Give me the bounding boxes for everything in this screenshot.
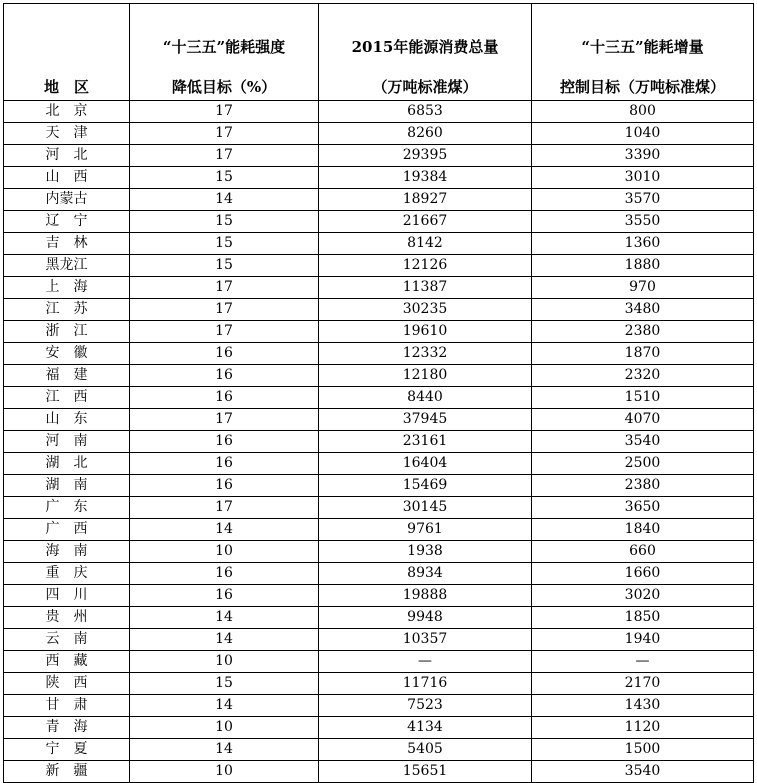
intensity-cell: 15 bbox=[130, 211, 319, 233]
region-cell: 贵 州 bbox=[4, 607, 130, 629]
intensity-cell: 16 bbox=[130, 365, 319, 387]
intensity-cell: 15 bbox=[130, 255, 319, 277]
table-row bbox=[4, 409, 754, 431]
region-cell: 河 北 bbox=[4, 145, 130, 167]
region-cell: 重 庆 bbox=[4, 563, 130, 585]
energy-targets-table bbox=[3, 3, 754, 783]
table-header bbox=[4, 4, 754, 101]
consumption-cell: 29395 bbox=[319, 145, 532, 167]
table-row bbox=[4, 431, 754, 453]
increase-cell: 3480 bbox=[532, 299, 754, 321]
region-cell: 甘 肃 bbox=[4, 695, 130, 717]
consumption-cell: 21667 bbox=[319, 211, 532, 233]
region-cell: 上 海 bbox=[4, 277, 130, 299]
increase-cell: 1850 bbox=[532, 607, 754, 629]
header-intensity-line1: “十三五”能耗强度 bbox=[162, 38, 286, 56]
header-consumption-line2: （万吨标准煤） bbox=[372, 78, 478, 96]
intensity-cell: 17 bbox=[130, 101, 319, 123]
region-cell: 内蒙古 bbox=[4, 189, 130, 211]
region-cell: 新 疆 bbox=[4, 761, 130, 783]
increase-cell: 1660 bbox=[532, 563, 754, 585]
intensity-cell: 14 bbox=[130, 189, 319, 211]
consumption-cell: 12180 bbox=[319, 365, 532, 387]
consumption-cell: 30145 bbox=[319, 497, 532, 519]
table-row bbox=[4, 607, 754, 629]
intensity-cell: 17 bbox=[130, 409, 319, 431]
increase-cell: 2320 bbox=[532, 365, 754, 387]
table-row bbox=[4, 321, 754, 343]
table-row bbox=[4, 739, 754, 761]
table-row bbox=[4, 651, 754, 673]
intensity-cell: 14 bbox=[130, 629, 319, 651]
table-row bbox=[4, 233, 754, 255]
region-cell: 山 东 bbox=[4, 409, 130, 431]
increase-cell: 2380 bbox=[532, 475, 754, 497]
intensity-cell: 14 bbox=[130, 519, 319, 541]
intensity-cell: 15 bbox=[130, 167, 319, 189]
consumption-cell: 9761 bbox=[319, 519, 532, 541]
increase-cell: 4070 bbox=[532, 409, 754, 431]
intensity-cell: 16 bbox=[130, 453, 319, 475]
region-cell: 海 南 bbox=[4, 541, 130, 563]
table-row bbox=[4, 211, 754, 233]
table-row bbox=[4, 343, 754, 365]
table-row bbox=[4, 695, 754, 717]
consumption-cell: 11716 bbox=[319, 673, 532, 695]
consumption-cell: 5405 bbox=[319, 739, 532, 761]
header-region-label: 地 区 bbox=[43, 78, 89, 96]
header-consumption-line1: 2015年能源消费总量 bbox=[351, 38, 499, 56]
intensity-cell: 17 bbox=[130, 145, 319, 167]
table-row bbox=[4, 387, 754, 409]
intensity-cell: 10 bbox=[130, 541, 319, 563]
consumption-cell: 18927 bbox=[319, 189, 532, 211]
region-cell: 陕 西 bbox=[4, 673, 130, 695]
consumption-cell: 15469 bbox=[319, 475, 532, 497]
increase-cell: 3010 bbox=[532, 167, 754, 189]
increase-cell: 1510 bbox=[532, 387, 754, 409]
region-cell: 四 川 bbox=[4, 585, 130, 607]
consumption-cell: 8260 bbox=[319, 123, 532, 145]
region-cell: 湖 南 bbox=[4, 475, 130, 497]
consumption-cell: 6853 bbox=[319, 101, 532, 123]
consumption-cell: 7523 bbox=[319, 695, 532, 717]
consumption-cell: 8142 bbox=[319, 233, 532, 255]
intensity-cell: 16 bbox=[130, 475, 319, 497]
header-consumption bbox=[319, 4, 532, 101]
region-cell: 江 西 bbox=[4, 387, 130, 409]
intensity-cell: 17 bbox=[130, 497, 319, 519]
increase-cell: 3540 bbox=[532, 761, 754, 783]
intensity-cell: 17 bbox=[130, 321, 319, 343]
intensity-cell: 16 bbox=[130, 343, 319, 365]
region-cell: 吉 林 bbox=[4, 233, 130, 255]
increase-cell: 1870 bbox=[532, 343, 754, 365]
region-cell: 湖 北 bbox=[4, 453, 130, 475]
header-intensity bbox=[130, 4, 319, 101]
increase-cell: 660 bbox=[532, 541, 754, 563]
table-row bbox=[4, 255, 754, 277]
increase-cell: 1880 bbox=[532, 255, 754, 277]
intensity-cell: 10 bbox=[130, 651, 319, 673]
increase-cell: 3650 bbox=[532, 497, 754, 519]
header-increase-line2: 控制目标（万吨标准煤） bbox=[559, 78, 725, 96]
intensity-cell: 17 bbox=[130, 277, 319, 299]
table-row bbox=[4, 541, 754, 563]
consumption-cell: 8440 bbox=[319, 387, 532, 409]
consumption-cell: 16404 bbox=[319, 453, 532, 475]
increase-cell: — bbox=[532, 651, 754, 673]
region-cell: 山 西 bbox=[4, 167, 130, 189]
table-row bbox=[4, 365, 754, 387]
region-cell: 黑龙江 bbox=[4, 255, 130, 277]
increase-cell: 970 bbox=[532, 277, 754, 299]
table-row bbox=[4, 167, 754, 189]
consumption-cell: 11387 bbox=[319, 277, 532, 299]
increase-cell: 1120 bbox=[532, 717, 754, 739]
table-row bbox=[4, 475, 754, 497]
increase-cell: 3390 bbox=[532, 145, 754, 167]
increase-cell: 3020 bbox=[532, 585, 754, 607]
consumption-cell: 10357 bbox=[319, 629, 532, 651]
region-cell: 北 京 bbox=[4, 101, 130, 123]
increase-cell: 1360 bbox=[532, 233, 754, 255]
consumption-cell: 15651 bbox=[319, 761, 532, 783]
region-cell: 广 西 bbox=[4, 519, 130, 541]
intensity-cell: 10 bbox=[130, 761, 319, 783]
consumption-cell: 4134 bbox=[319, 717, 532, 739]
intensity-cell: 17 bbox=[130, 123, 319, 145]
table-row bbox=[4, 629, 754, 651]
intensity-cell: 15 bbox=[130, 233, 319, 255]
table-body bbox=[4, 101, 754, 783]
increase-cell: 2380 bbox=[532, 321, 754, 343]
intensity-cell: 16 bbox=[130, 563, 319, 585]
header-increase-line1: “十三五”能耗增量 bbox=[581, 38, 704, 56]
table-row bbox=[4, 299, 754, 321]
table-row bbox=[4, 189, 754, 211]
table-row bbox=[4, 123, 754, 145]
increase-cell: 1500 bbox=[532, 739, 754, 761]
intensity-cell: 16 bbox=[130, 431, 319, 453]
consumption-cell: 12332 bbox=[319, 343, 532, 365]
intensity-cell: 17 bbox=[130, 299, 319, 321]
table-row bbox=[4, 563, 754, 585]
increase-cell: 2170 bbox=[532, 673, 754, 695]
consumption-cell: 37945 bbox=[319, 409, 532, 431]
region-cell: 江 苏 bbox=[4, 299, 130, 321]
consumption-cell: 1938 bbox=[319, 541, 532, 563]
consumption-cell: 9948 bbox=[319, 607, 532, 629]
region-cell: 宁 夏 bbox=[4, 739, 130, 761]
increase-cell: 3540 bbox=[532, 431, 754, 453]
table-row bbox=[4, 145, 754, 167]
consumption-cell: — bbox=[319, 651, 532, 673]
header-row bbox=[4, 4, 754, 101]
region-cell: 福 建 bbox=[4, 365, 130, 387]
table-row bbox=[4, 673, 754, 695]
increase-cell: 1040 bbox=[532, 123, 754, 145]
consumption-cell: 19610 bbox=[319, 321, 532, 343]
intensity-cell: 14 bbox=[130, 739, 319, 761]
increase-cell: 1840 bbox=[532, 519, 754, 541]
consumption-cell: 19888 bbox=[319, 585, 532, 607]
table-row bbox=[4, 717, 754, 739]
increase-cell: 1430 bbox=[532, 695, 754, 717]
region-cell: 河 南 bbox=[4, 431, 130, 453]
header-intensity-line2: 降低目标（%） bbox=[171, 78, 277, 96]
intensity-cell: 15 bbox=[130, 673, 319, 695]
table-row bbox=[4, 761, 754, 783]
table-row bbox=[4, 585, 754, 607]
region-cell: 青 海 bbox=[4, 717, 130, 739]
region-cell: 安 徽 bbox=[4, 343, 130, 365]
consumption-cell: 12126 bbox=[319, 255, 532, 277]
region-cell: 天 津 bbox=[4, 123, 130, 145]
region-cell: 云 南 bbox=[4, 629, 130, 651]
table-row bbox=[4, 519, 754, 541]
region-cell: 浙 江 bbox=[4, 321, 130, 343]
intensity-cell: 14 bbox=[130, 695, 319, 717]
intensity-cell: 14 bbox=[130, 607, 319, 629]
increase-cell: 3570 bbox=[532, 189, 754, 211]
intensity-cell: 10 bbox=[130, 717, 319, 739]
region-cell: 广 东 bbox=[4, 497, 130, 519]
intensity-cell: 16 bbox=[130, 585, 319, 607]
consumption-cell: 23161 bbox=[319, 431, 532, 453]
consumption-cell: 30235 bbox=[319, 299, 532, 321]
region-cell: 西 藏 bbox=[4, 651, 130, 673]
increase-cell: 2500 bbox=[532, 453, 754, 475]
header-region bbox=[4, 4, 130, 101]
increase-cell: 3550 bbox=[532, 211, 754, 233]
region-cell: 辽 宁 bbox=[4, 211, 130, 233]
table-row bbox=[4, 497, 754, 519]
increase-cell: 1940 bbox=[532, 629, 754, 651]
table-row bbox=[4, 101, 754, 123]
table-row bbox=[4, 277, 754, 299]
consumption-cell: 19384 bbox=[319, 167, 532, 189]
intensity-cell: 16 bbox=[130, 387, 319, 409]
increase-cell: 800 bbox=[532, 101, 754, 123]
header-increase bbox=[532, 4, 754, 101]
table-row bbox=[4, 453, 754, 475]
consumption-cell: 8934 bbox=[319, 563, 532, 585]
